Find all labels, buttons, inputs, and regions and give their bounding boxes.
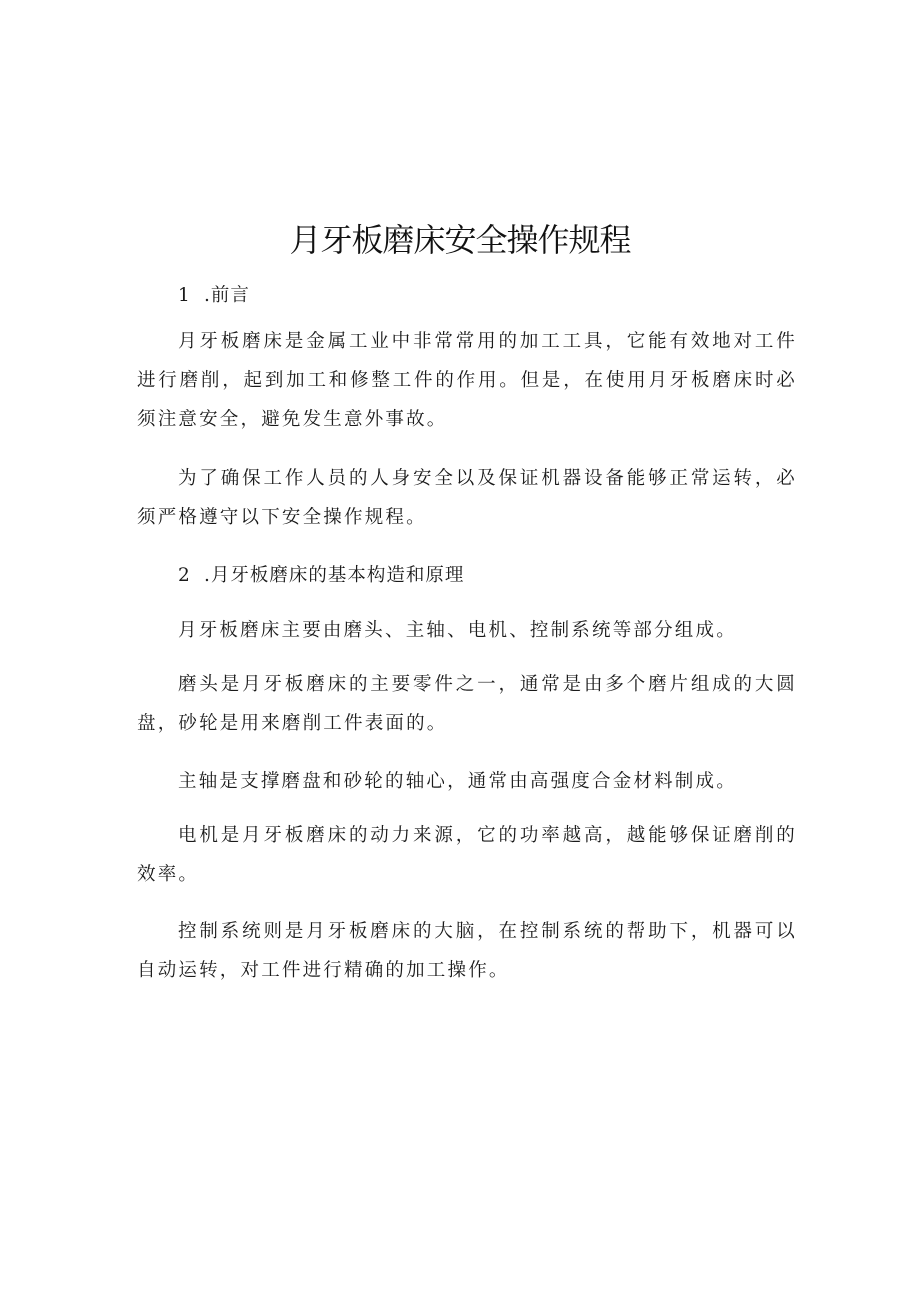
paragraph: 月牙板磨床主要由磨头、主轴、电机、控制系统等部分组成。 [178,620,737,641]
section-number: 1 [178,285,191,306]
section-number: 2 [178,565,191,586]
paragraph: 为了确保工作人员的人身安全以及保证机器设备能够正常运转，必须严格遵守以下安全操作规程。 [137,468,797,528]
section-heading-2 [178,556,464,595]
paragraph: 月牙板磨床是金属工业中非常常用的加工工具，它能有效地对工件进行磨削，起到加工和修整工件的作用。但是，在使用月牙板磨床时必须注意安全，避免发生意外事故。 [137,331,797,430]
section-heading-text: .月牙板磨床的基本构造和原理 [204,565,465,586]
section-heading-text: .前言 [204,285,250,306]
document-title: 月牙板磨床安全操作规程 [289,221,631,259]
section-heading-1 [178,276,250,315]
paragraph: 电机是月牙板磨床的动力来源，它的功率越高，越能够保证磨削的效率。 [137,825,797,885]
paragraph: 控制系统则是月牙板磨床的大脑，在控制系统的帮助下，机器可以自动运转，对工件进行精确的加工操作。 [137,921,797,981]
paragraph: 主轴是支撑磨盘和砂轮的轴心，通常由高强度合金材料制成。 [178,771,737,792]
paragraph: 磨头是月牙板磨床的主要零件之一，通常是由多个磨片组成的大圆盘，砂轮是用来磨削工件表面的。 [137,674,797,734]
